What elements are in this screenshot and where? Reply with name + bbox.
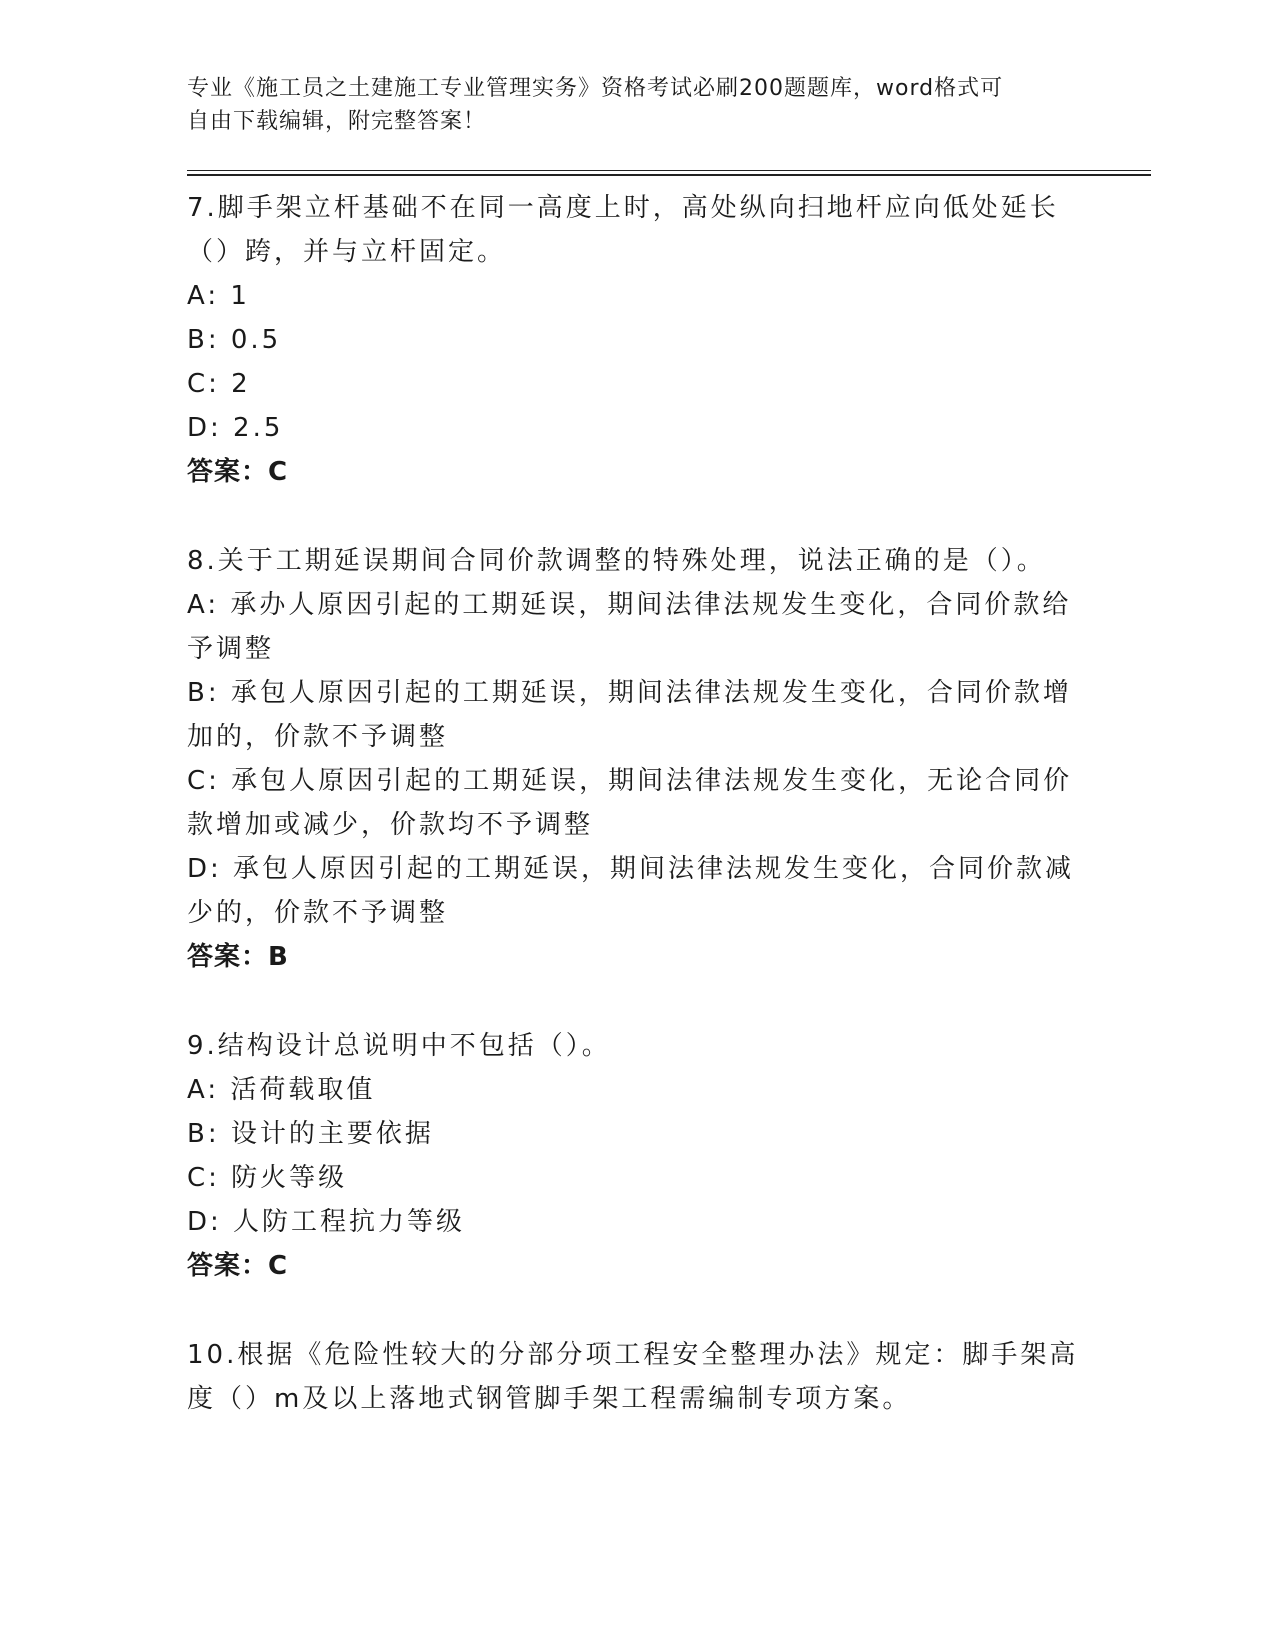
answer: 答案：C: [187, 457, 289, 487]
question-list: [187, 186, 1087, 1466]
option-b: B: 设计的主要依据: [187, 1119, 434, 1149]
header-line-1: 专业《施工员之土建施工专业管理实务》资格考试必刷200题题库，word格式可: [187, 76, 1004, 101]
option-c: C: 防火等级: [187, 1163, 348, 1193]
option-b: B: 承包人原因引起的工期延误，期间法律法规发生变化，合同价款增加的，价款不予调整: [187, 678, 1072, 752]
question-9: [187, 1024, 1087, 1288]
header-divider-thick: [187, 174, 1151, 176]
question-text: 7.脚手架立杆基础不在同一高度上时，高处纵向扫地杆应向低处延长（）跨，并与立杆固定。: [187, 193, 1059, 267]
question-text: 10.根据《危险性较大的分部分项工程安全整理办法》规定：脚手架高度（）m及以上落地式钢管脚手架工程需编制专项方案。: [187, 1340, 1079, 1414]
header-divider-thin: [187, 170, 1151, 171]
question-text: 8.关于工期延误期间合同价款调整的特殊处理，说法正确的是（）。: [187, 546, 1046, 576]
question-10: [187, 1333, 1087, 1421]
option-a: A: 活荷载取值: [187, 1075, 376, 1105]
option-c: C: 2: [187, 369, 251, 399]
option-d: D: 2.5: [187, 413, 284, 443]
question-text: 9.结构设计总说明中不包括（）。: [187, 1031, 611, 1061]
question-7: [187, 186, 1087, 494]
option-d: D: 人防工程抗力等级: [187, 1207, 466, 1237]
option-b: B: 0.5: [187, 325, 282, 355]
header-line-2: 自由下载编辑，附完整答案！: [187, 109, 487, 134]
document-header: [187, 72, 1067, 138]
answer: 答案：B: [187, 942, 289, 972]
option-a: A: 承办人原因引起的工期延误，期间法律法规发生变化，合同价款给予调整: [187, 590, 1072, 664]
option-d: D: 承包人原因引起的工期延误，期间法律法规发生变化，合同价款减少的，价款不予调整: [187, 854, 1075, 928]
question-8: [187, 539, 1087, 979]
option-c: C: 承包人原因引起的工期延误，期间法律法规发生变化，无论合同价款增加或减少，价款均不予调整: [187, 766, 1073, 840]
answer: 答案：C: [187, 1251, 289, 1281]
option-a: A: 1: [187, 281, 250, 311]
